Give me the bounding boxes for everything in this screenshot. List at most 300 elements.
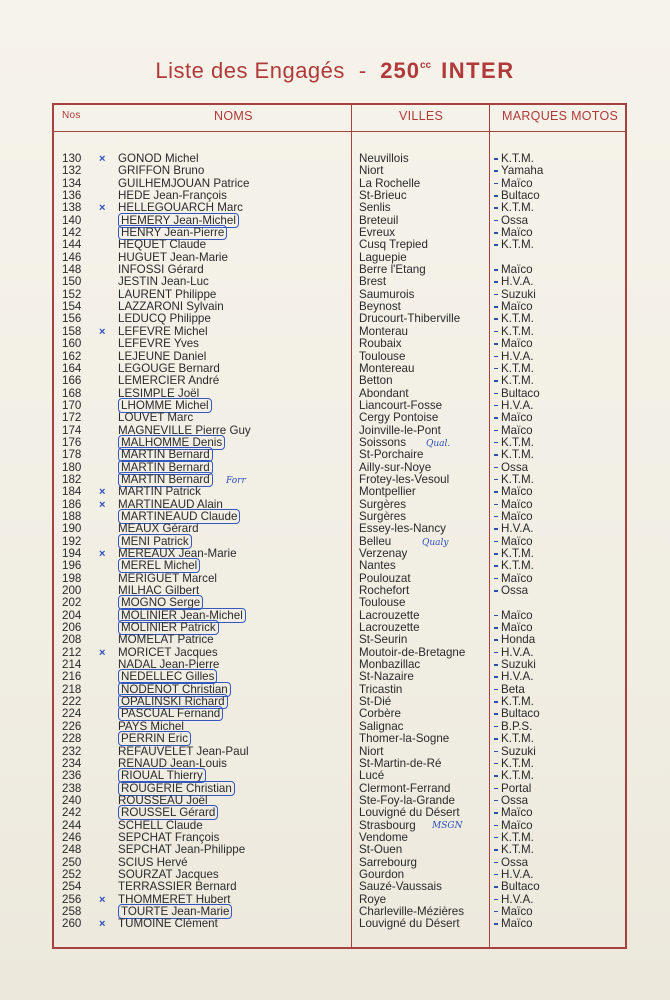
entry-name-text: MARTINEAUD Claude: [118, 509, 240, 524]
pen-mark-icon: ×: [99, 548, 106, 560]
entry-city: St-Ouen: [359, 843, 403, 857]
entry-brand: K.T.M.: [501, 238, 534, 252]
pen-tick-icon: [494, 775, 498, 777]
entry-name-text: LHOMME Michel: [118, 398, 212, 413]
pen-tick-icon: [494, 751, 498, 753]
entry-city: Laguepie: [359, 250, 407, 264]
entry-number: 224: [62, 707, 82, 721]
entry-name-text: LEMERCIER André: [118, 374, 220, 388]
entry-name-text: MALHOMME Denis: [118, 435, 225, 450]
entry-city: Montpellier: [359, 485, 416, 499]
entry-number: 148: [62, 263, 82, 277]
entry-name-text: MILHAC Gilbert: [118, 584, 200, 598]
entry-brand: Bultaco: [501, 880, 540, 894]
pen-tick-icon: [494, 713, 498, 715]
pen-tick-icon: [494, 590, 498, 592]
entry-number: 180: [62, 460, 82, 474]
entry-number: 182: [62, 472, 82, 486]
entry-city: Soissons: [359, 435, 407, 449]
pen-tick-icon: [494, 788, 498, 790]
title-separator: -: [358, 58, 367, 83]
entry-name-text: LEDUCQ Philippe: [118, 312, 211, 326]
entry-city: Gourdon: [359, 867, 405, 881]
entry-brand: K.T.M.: [501, 732, 534, 746]
pen-tick-icon: [494, 874, 498, 876]
entry-brand: Maïco: [501, 904, 533, 918]
entry-city: St-Nazaire: [359, 670, 414, 684]
entry-city: Breteuil: [359, 213, 399, 227]
entry-name-text: SOURZAT Jacques: [118, 867, 219, 881]
title-class-name: INTER: [441, 58, 515, 83]
entry-number: 218: [62, 682, 82, 696]
entry-brand: K.T.M.: [501, 361, 534, 375]
entry-brand: H.V.A.: [501, 275, 534, 289]
entry-name-text: REFAUVELET Jean-Paul: [118, 744, 249, 758]
entry-brand: Ossa: [501, 460, 529, 474]
entry-city: Evreux: [359, 226, 396, 240]
entry-city: St-Martin-de-Ré: [359, 756, 442, 770]
entry-name-text: MOMELAT Patrice: [118, 633, 214, 647]
entry-number: 142: [62, 226, 82, 240]
entry-city: Cergy Pontoise: [359, 411, 439, 425]
pen-tick-icon: [494, 664, 498, 666]
entry-city: Charleville-Mézières: [359, 904, 465, 918]
entry-number: 184: [62, 485, 82, 499]
entry-city: Rochefort: [359, 584, 410, 598]
entry-number: 200: [62, 584, 82, 598]
entry-name-text: HEQUET Claude: [118, 238, 207, 252]
entry-brand: Suzuki: [501, 287, 536, 301]
entry-brand: K.T.M.: [501, 559, 534, 573]
pen-tick-icon: [494, 220, 498, 222]
entry-name-text: MOLINIER Patrick: [118, 620, 219, 635]
entry-number: 236: [62, 769, 82, 783]
pen-tick-icon: [494, 627, 498, 629]
annotation-frotey: Forr: [226, 476, 246, 486]
pen-tick-icon: [494, 825, 498, 827]
entry-city: Cusq Trepied: [359, 238, 428, 252]
entry-name-text: PERRIN Eric: [118, 731, 191, 746]
entry-name-text: PAYS Michel: [118, 719, 184, 733]
title-text: Liste des Engagés: [155, 58, 345, 83]
pen-tick-icon: [494, 356, 498, 358]
entry-name-text: LEFEVRE Michel: [118, 324, 208, 338]
entry-city: Salignac: [359, 719, 404, 733]
entry-name-text: LESIMPLE Joël: [118, 386, 200, 400]
entry-brand: K.T.M.: [501, 843, 534, 857]
entry-brand: B.P.S.: [501, 719, 533, 733]
entry-number: 234: [62, 756, 82, 770]
entry-number: 258: [62, 904, 82, 918]
entry-name-text: LAURENT Philippe: [118, 287, 217, 301]
pen-mark-icon: ×: [99, 325, 106, 338]
entry-brand: H.V.A.: [501, 892, 534, 906]
entry-number: 168: [62, 386, 82, 400]
entry-city: Moutoir-de-Bretagne: [359, 645, 466, 659]
entry-brand: Maïco: [501, 485, 533, 499]
entry-brand: H.V.A.: [501, 645, 534, 659]
entry-name-text: MARTIN Patrick: [118, 485, 201, 499]
entry-number: 232: [62, 744, 82, 758]
entry-brand: Maïco: [501, 337, 533, 351]
annotation-strasbourg: MSGN: [432, 821, 463, 831]
entry-brand: H.V.A.: [501, 349, 534, 363]
entry-number: 242: [62, 806, 82, 820]
entry-brand: H.V.A.: [501, 522, 534, 536]
entry-brand: K.T.M.: [501, 695, 534, 709]
pen-tick-icon: [494, 306, 498, 308]
entry-name-text: HENRY Jean-Pierre: [118, 225, 227, 240]
annotation-belleu: Qualy: [422, 538, 449, 548]
pen-tick-icon: [494, 269, 498, 271]
entry-name-text: GRIFFON Bruno: [118, 164, 205, 178]
pen-tick-icon: [494, 417, 498, 419]
entry-number: 174: [62, 423, 82, 437]
entry-brand: Maïco: [501, 509, 533, 523]
pen-tick-icon: [494, 318, 498, 320]
entry-name-text: JESTIN Jean-Luc: [118, 275, 209, 289]
entry-brand: Suzuki: [501, 744, 536, 758]
entry-number: 254: [62, 880, 82, 894]
entry-brand: Maïco: [501, 423, 533, 437]
pen-tick-icon: [494, 491, 498, 493]
entry-brand: Bultaco: [501, 189, 540, 203]
pen-mark-icon: ×: [99, 153, 106, 165]
entry-name-text: RENAUD Jean-Louis: [118, 756, 227, 770]
entry-city: Toulouse: [359, 596, 406, 610]
header-marques: MARQUES MOTOS: [502, 109, 619, 123]
pen-tick-icon: [494, 479, 498, 481]
entry-brand: Suzuki: [501, 658, 536, 672]
entry-brand: K.T.M.: [501, 201, 534, 215]
entry-brand: Portal: [501, 781, 532, 795]
entry-number: 150: [62, 275, 82, 289]
pen-tick-icon: [494, 442, 498, 444]
entry-number: 138: [62, 201, 82, 215]
entry-brand: Bultaco: [501, 386, 540, 400]
title-class-unit: cc: [419, 60, 432, 71]
pen-tick-icon: [494, 244, 498, 246]
entry-name-text: ROUSSEL Gérard: [118, 805, 218, 820]
entry-city: Nantes: [359, 559, 396, 573]
entry-name-text: NEDELLEC Gilles: [118, 669, 217, 684]
pen-tick-icon: [494, 158, 498, 160]
entry-number: 192: [62, 534, 82, 548]
entry-number: 228: [62, 732, 82, 746]
pen-tick-icon: [494, 615, 498, 617]
entry-name-text: NADAL Jean-Pierre: [118, 658, 220, 672]
entry-number: 158: [62, 324, 82, 338]
entry-brand: Yamaha: [501, 164, 544, 178]
entry-number: 244: [62, 818, 82, 832]
pen-tick-icon: [494, 578, 498, 580]
entry-number: 216: [62, 670, 82, 684]
entry-name-text: GUILHEMJOUAN Patrice: [118, 176, 250, 190]
entry-city: Lucé: [359, 769, 385, 783]
entry-name: [118, 918, 218, 930]
entry-brand: Honda: [501, 633, 536, 647]
entry-number: 226: [62, 719, 82, 733]
entry-number: 222: [62, 695, 82, 709]
page-title: [0, 58, 670, 84]
entry-name-text: SEPCHAT Jean-Philippe: [118, 843, 246, 857]
pen-tick-icon: [494, 676, 498, 678]
entry-number: 156: [62, 312, 82, 326]
entry-name-text: MOGNO Serge: [118, 595, 203, 610]
pen-tick-icon: [494, 800, 498, 802]
entry-number: 186: [62, 497, 82, 511]
entry-brand: Maïco: [501, 608, 533, 622]
entry-brand: Maïco: [501, 176, 533, 190]
pen-tick-icon: [494, 763, 498, 765]
entry-number: 134: [62, 176, 82, 190]
entry-name-text: THOMMERET Hubert: [118, 892, 231, 906]
pen-tick-icon: [494, 553, 498, 555]
entry-name-text: ROUGERIE Christian: [118, 781, 235, 796]
pen-tick-icon: [494, 331, 498, 333]
pen-tick-icon: [494, 516, 498, 518]
entry-number: 198: [62, 571, 82, 585]
entry-number: 130: [62, 152, 82, 165]
entry-city: Monbazillac: [359, 658, 421, 672]
entry-name-text: HEMERY Jean-Michel: [118, 213, 239, 228]
entry-city: Clermont-Ferrand: [359, 781, 451, 795]
entry-brand: Maïco: [501, 534, 533, 548]
entry-city: Saumurois: [359, 287, 415, 301]
entry-city: Brest: [359, 275, 387, 289]
entry-number: 238: [62, 781, 82, 795]
entry-city: Verzenay: [359, 547, 408, 560]
entry-number: 176: [62, 435, 82, 449]
entry-name-text: SEPCHAT François: [118, 830, 220, 844]
entry-name-text: LEFEVRE Yves: [118, 337, 199, 351]
entry-city: Drucourt-Thiberville: [359, 312, 461, 326]
pen-tick-icon: [494, 849, 498, 851]
entry-brand: Beta: [501, 682, 525, 696]
entry-name-text: MARTIN Bernard: [118, 447, 213, 462]
entry-name-text: MENI Patrick: [118, 534, 192, 549]
entry-city: Sarrebourg: [359, 855, 418, 869]
pen-tick-icon: [494, 899, 498, 901]
entry-city: Berre l'Etang: [359, 263, 426, 277]
entry-city: Beynost: [359, 300, 401, 314]
pen-tick-icon: [494, 380, 498, 382]
entry-brand: K.T.M.: [501, 547, 534, 560]
pen-mark-icon: ×: [99, 893, 106, 906]
pen-mark-icon: ×: [99, 918, 106, 931]
entry-number: 250: [62, 855, 82, 869]
entry-number: 188: [62, 509, 82, 523]
entry-city: Montereau: [359, 361, 415, 375]
entry-brand: K.T.M.: [501, 324, 534, 338]
entry-brand: H.V.A.: [501, 867, 534, 881]
pen-mark-icon: ×: [99, 202, 106, 215]
entry-brand: Ossa: [501, 584, 529, 598]
entry-brand: Maïco: [501, 621, 533, 635]
entry-number: 160: [62, 337, 82, 351]
entry-brand: K.T.M.: [501, 435, 534, 449]
entry-name-text: MARTIN Bernard: [118, 460, 213, 475]
pen-tick-icon: [494, 430, 498, 432]
pen-tick-icon: [494, 886, 498, 888]
entry-brand: H.V.A.: [501, 398, 534, 412]
entry-city: Toulouse: [359, 349, 406, 363]
entry-city: Sauzé-Vaussais: [359, 880, 442, 894]
entry-city: Abondant: [359, 386, 409, 400]
pen-tick-icon: [494, 170, 498, 172]
entry-city: Strasbourg: [359, 818, 416, 832]
pen-tick-icon: [494, 541, 498, 543]
entry-city: Louvigné du Désert: [359, 806, 460, 820]
entry-number: 256: [62, 892, 82, 906]
entries-list: [54, 153, 629, 931]
entry-city: Niort: [359, 744, 384, 758]
entry-brand: Ossa: [501, 213, 529, 227]
entry-brand: Bultaco: [501, 707, 540, 721]
entry-city: Joinville-le-Pont: [359, 423, 441, 437]
entries-table: [52, 103, 627, 949]
entry-brand: K.T.M.: [501, 830, 534, 844]
entry-brand: K.T.M.: [501, 756, 534, 770]
entry-name-text: SCHELL Claude: [118, 818, 203, 832]
entry-city: Betton: [359, 374, 393, 388]
pen-tick-icon: [494, 405, 498, 407]
entry-number: 162: [62, 349, 82, 363]
entry-brand: K.T.M.: [501, 374, 534, 388]
pen-mark-icon: ×: [99, 646, 106, 659]
entry-brand: H.V.A.: [501, 670, 534, 684]
entry-name-text: MARTIN Bernard: [118, 472, 213, 487]
entry-city: Neuvillois: [359, 152, 409, 165]
entry-brand: K.T.M.: [501, 448, 534, 462]
entry-name-text: MOLINIER Jean-Michel: [118, 608, 246, 623]
header-no: Nos: [62, 110, 81, 121]
entry-name-text: GONOD Michel: [118, 152, 199, 165]
entry-number: 154: [62, 300, 82, 314]
entry-name-text: HELLEGOUARCH Marc: [118, 201, 243, 215]
entry-name-text: TERRASSIER Bernard: [118, 880, 237, 894]
pen-tick-icon: [494, 343, 498, 345]
entry-city: Niort: [359, 164, 384, 178]
entry-name-text: MEREL Michel: [118, 558, 200, 573]
entry-city: Senlis: [359, 201, 391, 215]
pen-tick-icon: [494, 837, 498, 839]
entry-name-text: TUMOINE Clément: [118, 917, 218, 931]
entry-city: St-Seurin: [359, 633, 408, 647]
pen-tick-icon: [494, 368, 498, 370]
entry-city: La Rochelle: [359, 176, 421, 190]
entry-brand: K.T.M.: [501, 152, 534, 165]
entry-number: 204: [62, 608, 82, 622]
entry-brand: Ossa: [501, 855, 529, 869]
entry-city: Lacrouzette: [359, 608, 420, 622]
entry-brand: K.T.M.: [501, 769, 534, 783]
title-class-number: 250: [380, 58, 420, 83]
entry-number: 212: [62, 645, 82, 659]
pen-tick-icon: [494, 689, 498, 691]
entry-name-text: OPALINSKI Richard: [118, 694, 228, 709]
entry-city: Liancourt-Fosse: [359, 398, 443, 412]
entry-name-text: MORICET Jacques: [118, 645, 218, 659]
entry-number: 206: [62, 621, 82, 635]
entry-number: 152: [62, 287, 82, 301]
entry-city: Ste-Foy-la-Grande: [359, 793, 456, 807]
entry-name-text: MAGNEVILLE Pierre Guy: [118, 423, 251, 437]
entry-number: 166: [62, 374, 82, 388]
entry-number: 132: [62, 164, 82, 178]
entry-number: 240: [62, 793, 82, 807]
entry-city: Tricastin: [359, 682, 403, 696]
entry-city: Surgères: [359, 497, 407, 511]
entry-number: 178: [62, 448, 82, 462]
pen-tick-icon: [494, 565, 498, 567]
pen-tick-icon: [494, 652, 498, 654]
entry-name-text: PASCUAL Fernand: [118, 706, 223, 721]
pen-tick-icon: [494, 393, 498, 395]
entry-name-text: LEJEUNE Daniel: [118, 349, 207, 363]
pen-tick-icon: [494, 726, 498, 728]
entry-number: 136: [62, 189, 82, 203]
entry-number: 170: [62, 398, 82, 412]
annotation-soissons: Qual.: [426, 439, 451, 449]
pen-tick-icon: [494, 701, 498, 703]
entry-brand: Ossa: [501, 793, 529, 807]
entry-name-text: SCIUS Hervé: [118, 855, 188, 869]
pen-tick-icon: [494, 281, 498, 283]
header-villes: VILLES: [399, 109, 444, 123]
pen-tick-icon: [494, 183, 498, 185]
entry-name-text: ROUSSEAU Joël: [118, 793, 208, 807]
entry-brand: Maïco: [501, 917, 533, 931]
entry-number: 172: [62, 411, 82, 425]
entry-brand: Maïco: [501, 806, 533, 820]
entry-brand: Maïco: [501, 411, 533, 425]
pen-tick-icon: [494, 639, 498, 641]
entry-number: 164: [62, 361, 82, 375]
entry-name-text: HUGUET Jean-Marie: [118, 250, 228, 264]
entry-number: 144: [62, 238, 82, 252]
pen-tick-icon: [494, 528, 498, 530]
entry-brand: K.T.M.: [501, 472, 534, 486]
pen-tick-icon: [494, 294, 498, 296]
entry-city: Roye: [359, 892, 387, 906]
header-noms: NOMS: [214, 109, 253, 123]
entry-brand: Maïco: [501, 818, 533, 832]
pen-tick-icon: [494, 504, 498, 506]
entry-number: 140: [62, 213, 82, 227]
pen-tick-icon: [494, 195, 498, 197]
entry-name-text: HEDE Jean-François: [118, 189, 227, 203]
pen-tick-icon: [494, 911, 498, 913]
entry-name-text: LAZZARONI Sylvain: [118, 300, 224, 314]
entry-city: St-Porchaire: [359, 448, 424, 462]
entry-number: 190: [62, 522, 82, 536]
pen-tick-icon: [494, 923, 498, 925]
entry-city: Poulouzat: [359, 571, 411, 585]
pen-mark-icon: ×: [99, 498, 106, 511]
entry-city: Monterau: [359, 324, 408, 338]
header-divider: [54, 131, 625, 132]
entry-number: 208: [62, 633, 82, 647]
entry-brand: Maïco: [501, 300, 533, 314]
entry-city: St-Brieuc: [359, 189, 407, 203]
entry-number: 214: [62, 658, 82, 672]
entry-name-text: LEGOUGE Bernard: [118, 361, 220, 375]
entry-name-text: INFOSSI Gérard: [118, 263, 204, 277]
pen-tick-icon: [494, 207, 498, 209]
entry-number: 202: [62, 596, 82, 610]
entry-name-text: MARTINEAUD Alain: [118, 497, 223, 511]
